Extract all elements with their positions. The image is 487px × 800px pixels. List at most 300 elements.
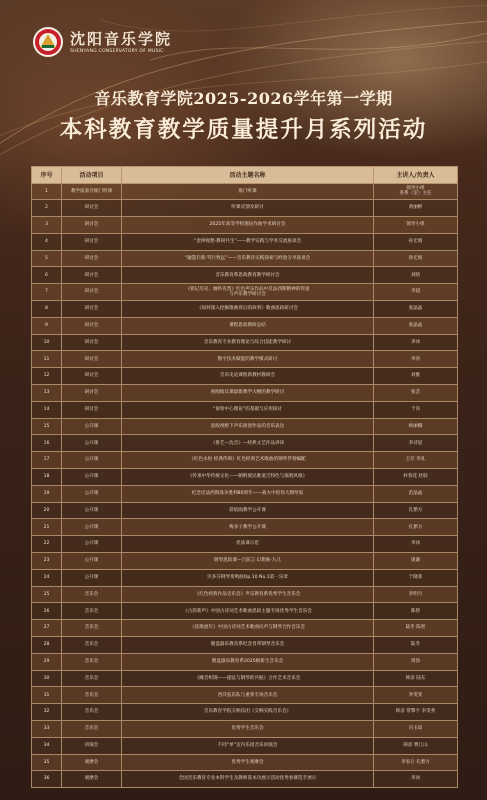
cell-topic-text: 音乐教育专业教育理论与综合技能教学研讨: [203, 339, 292, 345]
cell-host: [374, 586, 458, 603]
cell-host: [374, 368, 458, 385]
table-row: [32, 553, 458, 570]
cell-type-text: 观摩会: [84, 759, 99, 765]
cell-host-text: 李冰: [410, 541, 421, 547]
cell-type: [62, 653, 122, 670]
cell-no-text: 35: [43, 759, 50, 765]
cell-topic: [122, 653, 374, 670]
cell-type: [62, 250, 122, 267]
cell-host-text: 孔繁方: [408, 524, 423, 530]
cell-host: [374, 754, 458, 771]
cell-type: [62, 502, 122, 519]
cell-host-text: 孙宏娟: [408, 255, 423, 261]
cell-host-text: 韩彦 陆东: [405, 675, 426, 681]
cell-host-text: 张芸: [410, 390, 421, 396]
table-row: [32, 267, 458, 284]
cell-host-text: 李涛: [410, 356, 421, 362]
cell-topic: [122, 704, 374, 721]
cell-topic-text: “融慧启新·笃行致远”——音乐教育实践探索与经验分享座谈会: [184, 255, 311, 261]
cell-host: [374, 637, 458, 654]
cell-host-text: 李明月: [408, 591, 423, 597]
cell-type-text: 音乐会: [84, 675, 99, 681]
header-topic: 活动主题名称: [122, 167, 374, 184]
cell-topic-text: 键盘器乐教育系纪念肖邦钢琴音乐会: [210, 642, 285, 648]
cell-topic: [122, 721, 374, 738]
cell-type: [62, 569, 122, 586]
cell-host: [374, 418, 458, 435]
cell-type-text: 公开课: [84, 490, 99, 496]
cell-no: [32, 620, 62, 637]
cell-no-text: 7: [45, 289, 48, 295]
cell-topic: [122, 435, 374, 452]
cell-no: [32, 250, 62, 267]
cell-type-text: 研讨会: [84, 272, 99, 278]
cell-no-text: 26: [43, 608, 50, 614]
cell-topic: [122, 401, 374, 418]
cell-topic: [122, 452, 374, 469]
cell-type: [62, 620, 122, 637]
cell-no-text: 15: [43, 423, 50, 429]
cell-topic: [122, 536, 374, 553]
cell-host: [374, 183, 458, 200]
cell-topic-text: 音乐史论课程新教材教研会: [219, 373, 276, 379]
cell-host-text: 张晶晶: [408, 322, 423, 328]
cell-topic-text: 优质课示范: [236, 541, 259, 547]
cell-no-text: 32: [43, 709, 50, 715]
school-logo: [32, 26, 172, 58]
cell-no-text: 27: [43, 625, 50, 631]
cell-host: [374, 401, 458, 418]
cell-type-text: 研讨会: [84, 222, 99, 228]
cell-host: [374, 469, 458, 486]
page-title-line2: 本科教育教学质量提升月系列活动: [59, 117, 428, 143]
cell-topic-text: 思政视野下声乐原创作品的音乐表达: [210, 423, 285, 429]
cell-no: [32, 233, 62, 250]
cell-host: [374, 721, 458, 738]
cell-no: [32, 351, 62, 368]
cell-no-text: 8: [45, 306, 48, 312]
cell-topic: [122, 200, 374, 217]
cell-type-text: 音乐会: [84, 692, 99, 698]
cell-host-text: 李雯雯: [408, 692, 423, 698]
cell-host-text: 王仔 李礼: [405, 457, 426, 463]
cell-host: [374, 704, 458, 721]
table-row: [32, 771, 458, 788]
cell-no: [32, 385, 62, 402]
cell-host-text: 朴春花 杜联: [403, 474, 428, 480]
cell-no: [32, 200, 62, 217]
cell-no: [32, 704, 62, 721]
cell-host: [374, 233, 458, 250]
table-row: [32, 368, 458, 385]
cell-topic-text: 优秀学生观摩会: [231, 759, 264, 765]
cell-no: [32, 553, 62, 570]
cell-topic-text: 《红色经典作品音乐会》声乐教育系优秀学生音乐会: [194, 591, 301, 597]
cell-no-text: 3: [45, 222, 48, 228]
cell-topic: [122, 737, 374, 754]
cell-topic: [122, 586, 374, 603]
cell-host-text: 李超: [410, 289, 421, 295]
cell-no-text: 2: [45, 205, 48, 211]
cell-type: [62, 553, 122, 570]
table-row: [32, 603, 458, 620]
cell-no: [32, 771, 62, 788]
cell-host-text: 冯玉琼: [408, 726, 423, 732]
table-row: [32, 385, 458, 402]
cell-no-text: 31: [43, 692, 50, 698]
cell-type: [62, 754, 122, 771]
cell-topic: [122, 553, 374, 570]
cell-no: [32, 469, 62, 486]
cell-type-text: 公开课: [84, 524, 99, 530]
table-row: [32, 687, 458, 704]
cell-topic: [122, 469, 374, 486]
cell-type-text: 公开课: [84, 440, 99, 446]
cell-topic-text: 不同“单”室内乐团音乐讲演会: [217, 742, 278, 748]
cell-type: [62, 267, 122, 284]
cell-no: [32, 670, 62, 687]
table-row: [32, 284, 458, 301]
cell-no: [32, 217, 62, 234]
cell-no-text: 34: [43, 742, 50, 748]
cell-type: [62, 485, 122, 502]
cell-host: [374, 536, 458, 553]
cell-host-text: 刘晗: [410, 272, 421, 278]
cell-no: [32, 267, 62, 284]
cell-host: [374, 301, 458, 318]
cell-host-text: 刘雅: [410, 373, 421, 379]
table-row: [32, 217, 458, 234]
cell-no-text: 20: [43, 507, 50, 513]
cell-no: [32, 284, 62, 301]
cell-type-text: 研讨会: [84, 306, 99, 312]
cell-type-text: 研讨会: [84, 289, 99, 295]
cell-topic: [122, 569, 374, 586]
cell-no-text: 33: [43, 726, 50, 732]
cell-type-text: 研讨会: [84, 356, 99, 362]
cell-no: [32, 183, 62, 200]
cell-host: [374, 620, 458, 637]
cell-topic: [122, 301, 374, 318]
cell-type: [62, 687, 122, 704]
cell-type-text: 音乐会: [84, 709, 99, 715]
cell-topic-text: 课程思政教研总结: [229, 322, 266, 328]
table-row: [32, 317, 458, 334]
cell-type: [62, 183, 122, 200]
cell-topic-text: 《传承中华传统文化——朝鲜族民歌道吉特色与演唱风格》: [187, 474, 308, 480]
cell-no-text: 13: [43, 390, 50, 396]
cell-type-text: 音乐会: [84, 642, 99, 648]
cell-host: [374, 317, 458, 334]
cell-type-text: 公开课: [84, 558, 99, 564]
cell-type: [62, 721, 122, 738]
cell-type-text: 研讨会: [84, 238, 99, 244]
cell-type: [62, 469, 122, 486]
table-row: [32, 569, 458, 586]
cell-host: [374, 334, 458, 351]
cell-no-text: 36: [43, 776, 50, 782]
cell-host: [374, 771, 458, 788]
table-row: [32, 200, 458, 217]
cell-type: [62, 351, 122, 368]
cell-topic: [122, 250, 374, 267]
cell-no-text: 6: [45, 272, 48, 278]
cell-no-text: 4: [45, 238, 48, 244]
cell-no: [32, 519, 62, 536]
cell-no: [32, 485, 62, 502]
cell-no: [32, 721, 62, 738]
cell-topic-text: “视奏中心理论”的基础与应用探讨: [212, 406, 283, 412]
cell-topic: [122, 485, 374, 502]
cell-topic-text: 《睡音织锦——提弦与钢琴的共振》合作艺术音乐会: [194, 675, 301, 681]
cell-type: [62, 704, 122, 721]
cell-no-text: 19: [43, 490, 50, 496]
cell-type: [62, 368, 122, 385]
cell-host: [374, 670, 458, 687]
cell-topic-text: 《铭记历史、缅怀先烈》红色声乐作品中反法西斯精神的传递: [185, 286, 310, 292]
cell-no-text: 23: [43, 558, 50, 564]
cell-type: [62, 670, 122, 687]
cell-topic-text-line2: 与声乐教学研讨会: [229, 292, 266, 298]
cell-topic: [122, 771, 374, 788]
cell-no: [32, 653, 62, 670]
cell-host-text: 范晶晶: [408, 490, 423, 496]
cell-host: [374, 351, 458, 368]
table-row: [32, 250, 458, 267]
cell-type: [62, 284, 122, 301]
cell-type-text: 讲演会: [84, 742, 99, 748]
cell-no: [32, 301, 62, 318]
cell-host: [374, 250, 458, 267]
cell-type-text: 公开课: [84, 423, 99, 429]
table-row: [32, 637, 458, 654]
cell-type-text: 研讨会: [84, 322, 99, 328]
cell-type: [62, 536, 122, 553]
cell-type: [62, 737, 122, 754]
cell-host-text: 周劼: [410, 658, 421, 664]
cell-type: [62, 401, 122, 418]
cell-type: [62, 317, 122, 334]
cell-topic: [122, 351, 374, 368]
cell-topic-text: 梅多子教学公开课: [229, 524, 266, 530]
cell-type: [62, 771, 122, 788]
cell-type-text: 教学质量月推门听课: [70, 188, 113, 194]
cell-no: [32, 536, 62, 553]
cell-no: [32, 334, 62, 351]
cell-host: [374, 569, 458, 586]
cell-type-text: 音乐会: [84, 726, 99, 732]
cell-topic-text: 纪念反法西斯战争胜利80周年——战火中的伟大钢琴家: [191, 490, 304, 496]
table-row: [32, 401, 458, 418]
cell-host: [374, 485, 458, 502]
table-row: [32, 721, 458, 738]
cell-type-text: 研讨会: [84, 205, 99, 211]
cell-topic-text: 推门听课: [238, 188, 257, 194]
cell-no: [32, 586, 62, 603]
cell-type: [62, 603, 122, 620]
cell-type-text: 公开课: [84, 457, 99, 463]
cell-no-text: 30: [43, 675, 50, 681]
cell-host: [374, 603, 458, 620]
table-row: [32, 670, 458, 687]
cell-type: [62, 233, 122, 250]
cell-no: [32, 418, 62, 435]
cell-type: [62, 217, 122, 234]
cell-no-text: 28: [43, 642, 50, 648]
cell-type-text: 音乐会: [84, 608, 99, 614]
table-row: [32, 183, 458, 200]
cell-no-text: 25: [43, 591, 50, 597]
cell-topic-text: 《红色永恒 经典传颂》红色经典艺术歌曲的钢琴伴奏编配: [189, 457, 306, 463]
cell-host-text: 于晓菲: [408, 574, 423, 580]
cell-type-text: 音乐会: [84, 625, 99, 631]
cell-type-text: 研讨会: [84, 339, 99, 345]
cell-topic: [122, 637, 374, 654]
cell-host-text: 韩彦 曹江山: [403, 742, 428, 748]
cell-no-text: 18: [43, 474, 50, 480]
cell-host-text: 陈智: [410, 608, 421, 614]
cell-topic: [122, 334, 374, 351]
school-name: 沈阳音乐学院: [70, 29, 173, 48]
cell-topic-text: 2025年高等学校理论作曲学术研讨会: [209, 222, 286, 228]
cell-topic: [122, 183, 374, 200]
cell-no-text: 1: [45, 188, 48, 194]
cell-type: [62, 519, 122, 536]
cell-no-text: 5: [45, 255, 48, 261]
cell-topic: [122, 418, 374, 435]
cell-no: [32, 603, 62, 620]
cell-topic-text: 钢琴思政课—吕前言 幻想曲·九儿: [213, 558, 282, 564]
cell-host-text: 黄丽彬: [408, 205, 423, 211]
cell-topic: [122, 519, 374, 536]
cell-host: [374, 519, 458, 536]
cell-no-text: 10: [43, 339, 50, 345]
cell-no-text: 21: [43, 524, 50, 530]
cell-type-text: 研讨会: [84, 373, 99, 379]
table-row: [32, 485, 458, 502]
cell-host: [374, 200, 458, 217]
cell-type-text: 音乐会: [84, 658, 99, 664]
table-row: [32, 452, 458, 469]
cell-topic: [122, 217, 374, 234]
cell-topic: [122, 317, 374, 334]
header-no: 序号: [32, 167, 62, 184]
cell-type: [62, 637, 122, 654]
cell-host-text: 康谦: [410, 558, 421, 564]
cell-no: [32, 401, 62, 418]
cell-host-text: 李诗思: [408, 440, 423, 446]
cell-type-text: 研讨会: [84, 390, 99, 396]
cell-no: [32, 569, 62, 586]
cell-no-text: 29: [43, 658, 50, 664]
table-row: [32, 704, 458, 721]
cell-topic: [122, 687, 374, 704]
table-row: [32, 536, 458, 553]
school-name-en: SHENYANG CONSERVATORY OF MUSIC: [70, 48, 164, 54]
cell-no-text: 17: [43, 457, 50, 463]
cell-topic-text: 西洋弦乐队与重奏专场音乐会: [217, 692, 278, 698]
table-row: [32, 334, 458, 351]
cell-host: [374, 385, 458, 402]
cell-no: [32, 502, 62, 519]
cell-type-text: 公开课: [84, 574, 99, 580]
cell-host-text: 张晶晶: [408, 306, 423, 312]
table-row: [32, 586, 458, 603]
table-header-row: [32, 167, 458, 184]
table-row: [32, 653, 458, 670]
cell-host: [374, 653, 458, 670]
cell-topic-text: 音乐教育系思政教育教学研讨会: [215, 272, 280, 278]
cell-host-text-line2: 各系（室）主任: [399, 191, 432, 197]
school-emblem-icon: [32, 26, 64, 58]
cell-host-text: 领导小组: [406, 185, 425, 191]
cell-topic-text: 音乐教育学院交响乐团《交响实践音乐会》: [203, 709, 292, 715]
cell-type: [62, 452, 122, 469]
header-type: 活动项目: [62, 167, 122, 184]
cell-topic-text: 彩焰曲教学公开课: [229, 507, 266, 513]
cell-topic-text: 数字技术赋能的教学模式研讨: [217, 356, 278, 362]
cell-host-text: 李家仑 孔繁方: [400, 759, 431, 765]
cell-topic: [122, 670, 374, 687]
cell-topic: [122, 620, 374, 637]
cell-no: [32, 637, 62, 654]
page-title-line1: 音乐教育学院2025-2026学年第一学期: [94, 89, 393, 108]
table-row: [32, 754, 458, 771]
cell-topic-text: “金钟观想·教研共生”——教学实践与学术交流座谈会: [193, 238, 302, 244]
cell-type-text: 音乐会: [84, 591, 99, 597]
activity-table: [31, 166, 457, 788]
cell-type-text: 公开课: [84, 507, 99, 513]
cell-host: [374, 553, 458, 570]
cell-no-text: 11: [43, 356, 50, 362]
table-row: [32, 519, 458, 536]
table-row: [32, 418, 458, 435]
cell-host-text: 杨丽娜: [408, 423, 423, 429]
table-row: [32, 620, 458, 637]
cell-type-text: 观摩会: [84, 776, 99, 782]
cell-type: [62, 586, 122, 603]
cell-host-text: 李冰: [410, 339, 421, 345]
cell-host: [374, 217, 458, 234]
cell-host-text: 陆冬 陈智: [405, 625, 426, 631]
cell-type: [62, 301, 122, 318]
cell-no: [32, 317, 62, 334]
cell-no-text: 24: [43, 574, 50, 580]
cell-topic-text: 《古韵新声》中国古诗词艺术歌曲思政主题专场优秀学生音乐会: [183, 608, 312, 614]
table-row: [32, 233, 458, 250]
cell-topic-text: 优秀学生音乐会: [231, 726, 264, 732]
cell-topic: [122, 267, 374, 284]
cell-no: [32, 737, 62, 754]
cell-topic-text: 全国音乐教育专业本科学生及教师基本功展示活动优秀参赛选手展示: [178, 776, 317, 782]
cell-host-text: 韩彦 常擎宇 李雯秀: [395, 709, 436, 715]
cell-no: [32, 435, 62, 452]
cell-topic-text: 《如何深入挖掘歌曲背后的故事》歌曲思政研讨会: [196, 306, 299, 312]
cell-type-text: 公开课: [84, 541, 99, 547]
cell-topic: [122, 754, 374, 771]
cell-topic: [122, 385, 374, 402]
cell-topic: [122, 233, 374, 250]
cell-topic-text: 《鲁艺—沈音》—经典文艺作品讲译: [210, 440, 285, 446]
cell-host: [374, 737, 458, 754]
cell-no: [32, 687, 62, 704]
cell-topic-text: 听课反馈及研讨: [231, 205, 264, 211]
cell-host-text: 陆冬: [410, 642, 421, 648]
cell-no-text: 9: [45, 322, 48, 328]
cell-host: [374, 687, 458, 704]
cell-no: [32, 754, 62, 771]
cell-topic: [122, 502, 374, 519]
